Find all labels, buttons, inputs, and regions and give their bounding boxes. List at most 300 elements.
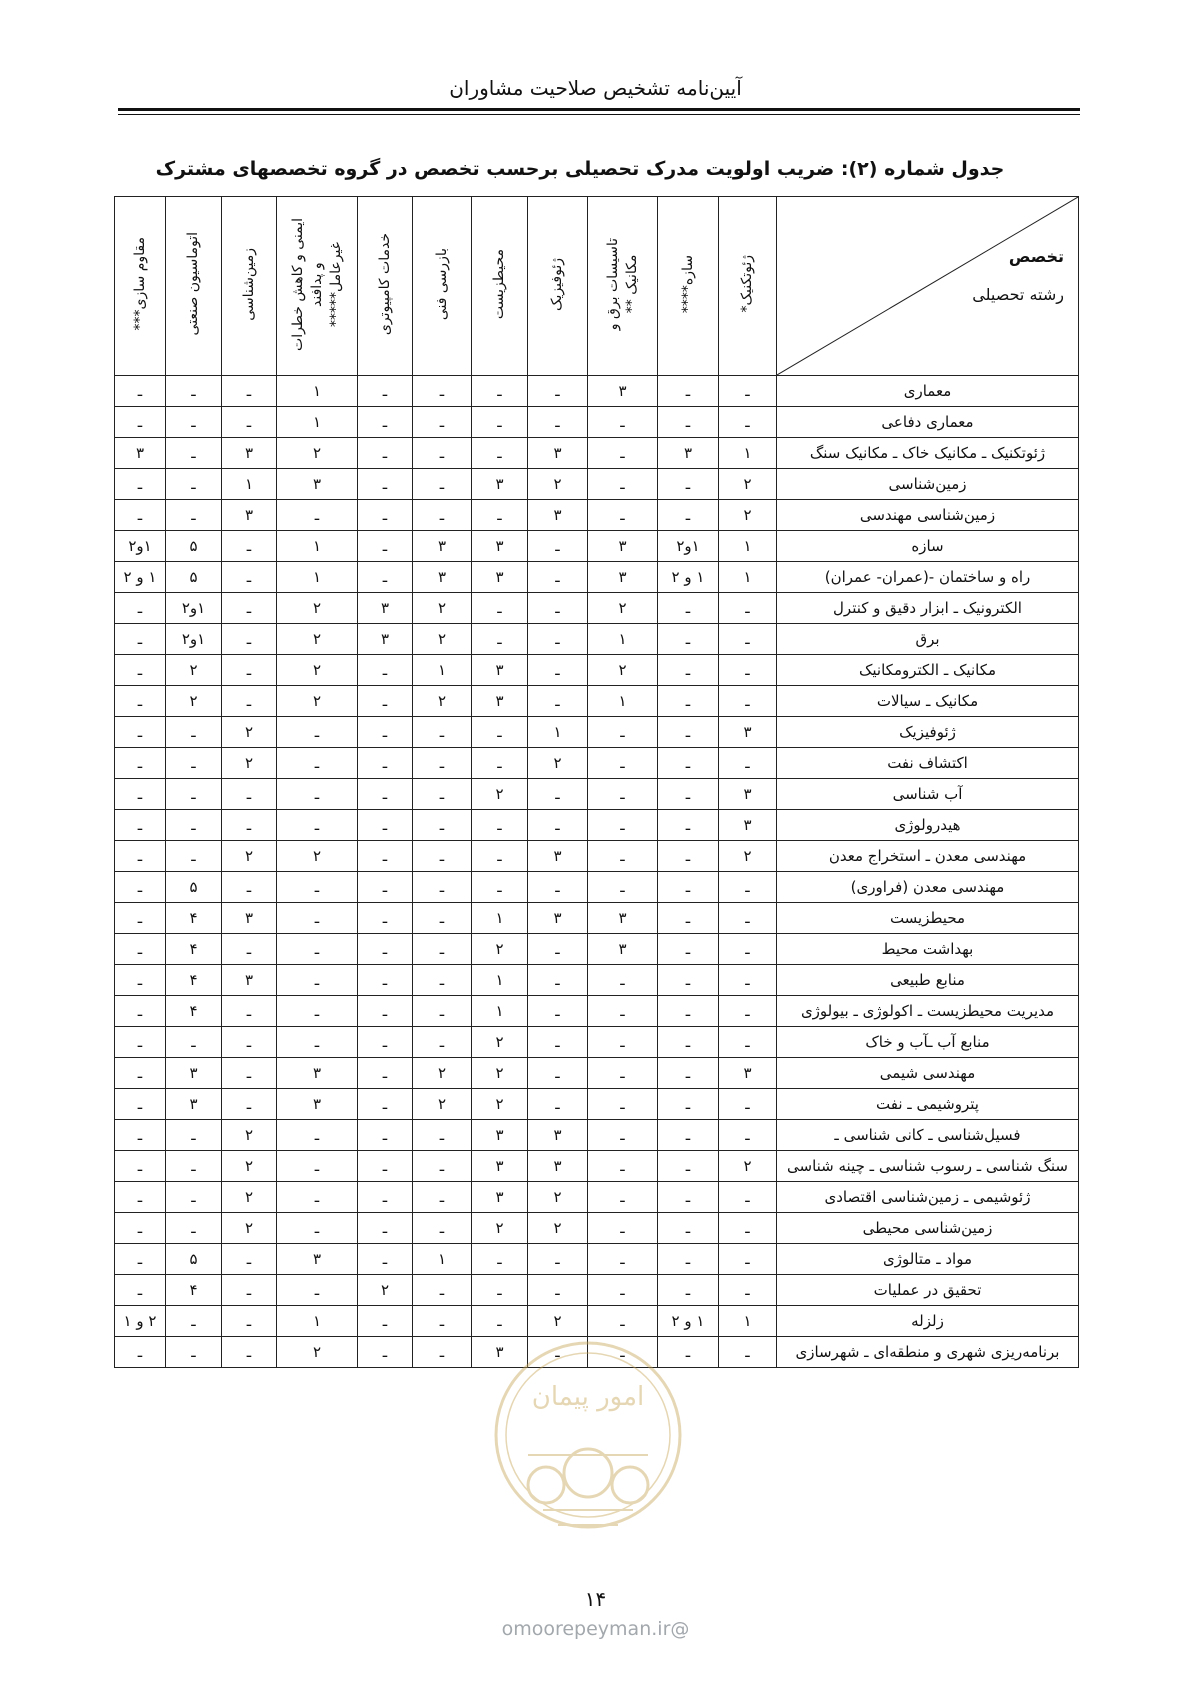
coefficient-cell: ۲ bbox=[719, 500, 777, 531]
coefficient-cell: ـ bbox=[528, 655, 588, 686]
coefficient-cell: ـ bbox=[358, 1151, 413, 1182]
coefficient-cell: ـ bbox=[413, 1120, 472, 1151]
field-of-study-cell: محیطزیست bbox=[777, 903, 1079, 934]
coefficient-cell: ـ bbox=[358, 1213, 413, 1244]
coefficient-cell: ـ bbox=[528, 376, 588, 407]
coefficient-cell: ـ bbox=[277, 872, 358, 903]
coefficient-cell: ـ bbox=[166, 1182, 222, 1213]
column-header bbox=[413, 197, 472, 376]
coefficient-cell: ـ bbox=[588, 1337, 658, 1368]
coefficient-cell: ـ bbox=[588, 748, 658, 779]
coefficient-cell: ـ bbox=[528, 1089, 588, 1120]
coefficient-cell: ـ bbox=[719, 996, 777, 1027]
coefficient-cell: ۳ bbox=[472, 1337, 528, 1368]
coefficient-cell: ـ bbox=[658, 903, 719, 934]
coefficient-cell: ۳ bbox=[658, 438, 719, 469]
coefficient-cell: ـ bbox=[528, 1337, 588, 1368]
stamp-watermark bbox=[488, 1335, 688, 1545]
corner-header-cell bbox=[777, 197, 1079, 376]
coefficient-cell: ۳ bbox=[719, 810, 777, 841]
coefficient-cell: ۳ bbox=[588, 934, 658, 965]
coefficient-cell: ـ bbox=[413, 1275, 472, 1306]
coefficient-cell: ـ bbox=[166, 1213, 222, 1244]
coefficient-cell: ۳ bbox=[528, 1151, 588, 1182]
coefficient-cell: ـ bbox=[413, 469, 472, 500]
coefficient-cell: ـ bbox=[358, 810, 413, 841]
field-of-study-cell: برق bbox=[777, 624, 1079, 655]
coefficient-cell: ۱و۲ bbox=[166, 624, 222, 655]
coefficient-cell: ـ bbox=[358, 1182, 413, 1213]
coefficient-cell: ۴ bbox=[166, 965, 222, 996]
coefficient-cell: ـ bbox=[719, 1275, 777, 1306]
coefficient-cell: ۳ bbox=[222, 438, 277, 469]
coefficient-cell: ـ bbox=[115, 376, 166, 407]
column-header bbox=[472, 197, 528, 376]
coefficient-cell: ۲ bbox=[277, 1337, 358, 1368]
coefficient-cell: ـ bbox=[115, 1213, 166, 1244]
coefficient-cell: ـ bbox=[658, 1058, 719, 1089]
field-of-study-cell: بهداشت محیط bbox=[777, 934, 1079, 965]
column-header bbox=[115, 197, 166, 376]
stamp-text: امور پیمان bbox=[531, 1382, 645, 1412]
coefficient-cell: ـ bbox=[528, 562, 588, 593]
coefficient-cell: ـ bbox=[719, 903, 777, 934]
coefficient-cell: ۱ و ۲ bbox=[658, 1306, 719, 1337]
table-row bbox=[115, 934, 1079, 965]
coefficient-cell: ـ bbox=[528, 779, 588, 810]
coefficient-cell: ۲ bbox=[472, 934, 528, 965]
coefficient-cell: ـ bbox=[166, 810, 222, 841]
coefficient-cell: ـ bbox=[413, 872, 472, 903]
coefficient-cell: ـ bbox=[588, 872, 658, 903]
coefficient-cell: ـ bbox=[528, 624, 588, 655]
field-of-study-cell: زمین‌شناسی محیطی bbox=[777, 1213, 1079, 1244]
coefficient-cell: ـ bbox=[719, 748, 777, 779]
coefficient-cell: ـ bbox=[658, 934, 719, 965]
coefficient-cell: ـ bbox=[222, 1027, 277, 1058]
coefficient-cell: ۱ bbox=[528, 717, 588, 748]
coefficient-cell: ـ bbox=[277, 934, 358, 965]
column-header-label: اتوماسیون صنعتی bbox=[185, 232, 202, 336]
field-of-study-cell: پتروشیمی ـ نفت bbox=[777, 1089, 1079, 1120]
header-rule-thin bbox=[118, 114, 1080, 115]
coefficient-cell: ـ bbox=[277, 717, 358, 748]
table-row bbox=[115, 686, 1079, 717]
coefficient-cell: ـ bbox=[115, 903, 166, 934]
coefficient-cell: ۳ bbox=[413, 562, 472, 593]
coefficient-cell: ۱و۲ bbox=[658, 531, 719, 562]
coefficient-cell: ۲ bbox=[277, 841, 358, 872]
table-header-row bbox=[115, 197, 1079, 376]
coefficient-cell: ۲ bbox=[166, 655, 222, 686]
coefficient-cell: ـ bbox=[528, 407, 588, 438]
coefficient-cell: ـ bbox=[719, 1089, 777, 1120]
coefficient-cell: ۳ bbox=[277, 1058, 358, 1089]
coefficient-cell: ـ bbox=[115, 1027, 166, 1058]
coefficient-cell: ـ bbox=[222, 1244, 277, 1275]
coefficient-cell: ۳ bbox=[472, 469, 528, 500]
coefficient-cell: ـ bbox=[658, 717, 719, 748]
coefficient-cell: ـ bbox=[358, 1058, 413, 1089]
coefficient-cell: ۴ bbox=[166, 996, 222, 1027]
coefficient-cell: ـ bbox=[588, 1120, 658, 1151]
coefficient-cell: ـ bbox=[413, 965, 472, 996]
coefficient-cell: ـ bbox=[528, 1027, 588, 1058]
coefficient-cell: ۱ و ۲ bbox=[658, 562, 719, 593]
coefficient-cell: ۳ bbox=[472, 655, 528, 686]
table-row bbox=[115, 1275, 1079, 1306]
coefficient-cell: ـ bbox=[413, 407, 472, 438]
coefficient-cell: ـ bbox=[658, 810, 719, 841]
coefficient-cell: ـ bbox=[222, 407, 277, 438]
coefficient-cell: ۱ bbox=[277, 376, 358, 407]
coefficient-cell: ـ bbox=[413, 934, 472, 965]
coefficient-cell: ۱ bbox=[222, 469, 277, 500]
coefficient-cell: ۳ bbox=[528, 841, 588, 872]
coefficient-cell: ۲ bbox=[528, 748, 588, 779]
coefficient-cell: ـ bbox=[528, 686, 588, 717]
column-header-label: بازرسی فنی bbox=[433, 247, 450, 321]
field-of-study-cell: ژئوتکنیک ـ مکانیک خاک ـ مکانیک سنگ bbox=[777, 438, 1079, 469]
field-of-study-cell: تحقیق در عملیات bbox=[777, 1275, 1079, 1306]
corner-label-field: رشته تحصیلی bbox=[972, 285, 1064, 304]
coefficient-cell: ـ bbox=[413, 841, 472, 872]
column-header bbox=[358, 197, 413, 376]
coefficient-cell: ۱ bbox=[588, 624, 658, 655]
coefficient-cell: ـ bbox=[658, 376, 719, 407]
field-of-study-cell: سنگ شناسی ـ رسوب شناسی ـ چینه شناسی bbox=[777, 1151, 1079, 1182]
watermark-url: @omoorepeyman.ir bbox=[501, 1618, 690, 1640]
coefficient-cell: ۲ bbox=[413, 624, 472, 655]
coefficient-cell: ـ bbox=[658, 841, 719, 872]
column-header-label: مقاوم سازی*** bbox=[131, 237, 148, 331]
coefficient-cell: ۵ bbox=[166, 562, 222, 593]
coefficient-cell: ـ bbox=[222, 1306, 277, 1337]
coefficient-cell: ـ bbox=[115, 872, 166, 903]
coefficient-cell: ـ bbox=[472, 624, 528, 655]
priority-coefficient-table bbox=[114, 196, 1079, 1368]
table-row bbox=[115, 624, 1079, 655]
coefficient-cell: ۳ bbox=[472, 531, 528, 562]
coefficient-cell: ۳ bbox=[277, 469, 358, 500]
coefficient-cell: ۱و۲ bbox=[166, 593, 222, 624]
coefficient-cell: ـ bbox=[719, 376, 777, 407]
coefficient-cell: ـ bbox=[719, 872, 777, 903]
coefficient-cell: ـ bbox=[115, 686, 166, 717]
field-of-study-cell: ژئوفیزیک bbox=[777, 717, 1079, 748]
coefficient-cell: ۱ bbox=[277, 1306, 358, 1337]
coefficient-cell: ـ bbox=[115, 469, 166, 500]
coefficient-cell: ـ bbox=[588, 1182, 658, 1213]
coefficient-cell: ـ bbox=[719, 1244, 777, 1275]
field-of-study-cell: اکتشاف نفت bbox=[777, 748, 1079, 779]
coefficient-cell: ـ bbox=[472, 376, 528, 407]
coefficient-cell: ـ bbox=[358, 965, 413, 996]
coefficient-cell: ـ bbox=[588, 407, 658, 438]
field-of-study-cell: هیدرولوژی bbox=[777, 810, 1079, 841]
coefficient-cell: ـ bbox=[277, 965, 358, 996]
column-header bbox=[277, 197, 358, 376]
coefficient-cell: ـ bbox=[413, 1151, 472, 1182]
coefficient-cell: ۳ bbox=[358, 624, 413, 655]
coefficient-cell: ـ bbox=[222, 376, 277, 407]
coefficient-cell: ـ bbox=[588, 1306, 658, 1337]
table-row bbox=[115, 593, 1079, 624]
coefficient-cell: ـ bbox=[658, 1213, 719, 1244]
coefficient-cell: ـ bbox=[115, 500, 166, 531]
coefficient-cell: ـ bbox=[588, 438, 658, 469]
table-row bbox=[115, 438, 1079, 469]
coefficient-cell: ۳ bbox=[472, 562, 528, 593]
coefficient-cell: ـ bbox=[222, 810, 277, 841]
field-of-study-cell: مهندسی معدن ـ استخراج معدن bbox=[777, 841, 1079, 872]
coefficient-cell: ۲ bbox=[719, 841, 777, 872]
coefficient-cell: ـ bbox=[472, 810, 528, 841]
coefficient-cell: ۱و۲ bbox=[115, 531, 166, 562]
table-row bbox=[115, 469, 1079, 500]
table-row bbox=[115, 1213, 1079, 1244]
coefficient-cell: ۳ bbox=[277, 1244, 358, 1275]
coefficient-cell: ـ bbox=[413, 376, 472, 407]
table-row bbox=[115, 872, 1079, 903]
coefficient-cell: ـ bbox=[588, 996, 658, 1027]
coefficient-cell: ـ bbox=[115, 841, 166, 872]
coefficient-cell: ـ bbox=[277, 1182, 358, 1213]
coefficient-cell: ـ bbox=[658, 1337, 719, 1368]
coefficient-cell: ـ bbox=[658, 1275, 719, 1306]
coefficient-cell: ـ bbox=[358, 407, 413, 438]
table-row bbox=[115, 1120, 1079, 1151]
coefficient-cell: ۲ bbox=[222, 1213, 277, 1244]
coefficient-cell: ـ bbox=[528, 593, 588, 624]
coefficient-cell: ـ bbox=[719, 934, 777, 965]
coefficient-cell: ۳ bbox=[222, 500, 277, 531]
coefficient-cell: ـ bbox=[658, 965, 719, 996]
coefficient-cell: ـ bbox=[588, 469, 658, 500]
coefficient-cell: ـ bbox=[358, 841, 413, 872]
field-of-study-cell: مهندسی معدن (فراوری) bbox=[777, 872, 1079, 903]
coefficient-cell: ۲ bbox=[472, 1089, 528, 1120]
coefficient-cell: ـ bbox=[719, 686, 777, 717]
coefficient-cell: ۴ bbox=[166, 934, 222, 965]
column-header-label: خدمات کامپیوتری bbox=[376, 232, 393, 336]
coefficient-cell: ۳ bbox=[528, 903, 588, 934]
coefficient-cell: ۱ bbox=[719, 562, 777, 593]
coefficient-cell: ـ bbox=[719, 1027, 777, 1058]
coefficient-cell: ۲ bbox=[472, 779, 528, 810]
table-row bbox=[115, 717, 1079, 748]
coefficient-cell: ـ bbox=[358, 1120, 413, 1151]
coefficient-cell: ۲ bbox=[222, 1182, 277, 1213]
coefficient-cell: ـ bbox=[166, 500, 222, 531]
column-header-label: سازه**** bbox=[679, 254, 696, 314]
table-row bbox=[115, 1244, 1079, 1275]
coefficient-cell: ـ bbox=[358, 469, 413, 500]
coefficient-cell: ۲ bbox=[528, 469, 588, 500]
coefficient-cell: ۲ bbox=[277, 686, 358, 717]
coefficient-cell: ـ bbox=[277, 810, 358, 841]
coefficient-cell: ـ bbox=[528, 996, 588, 1027]
coefficient-cell: ـ bbox=[222, 593, 277, 624]
table-row bbox=[115, 903, 1079, 934]
coefficient-cell: ـ bbox=[588, 717, 658, 748]
coefficient-cell: ۲ bbox=[588, 655, 658, 686]
coefficient-cell: ـ bbox=[222, 934, 277, 965]
coefficient-cell: ـ bbox=[166, 1027, 222, 1058]
coefficient-cell: ۳ bbox=[358, 593, 413, 624]
column-header bbox=[528, 197, 588, 376]
coefficient-cell: ۳ bbox=[719, 717, 777, 748]
field-of-study-cell: راه و ساختمان -(عمران- عمران) bbox=[777, 562, 1079, 593]
column-header-label: تاسیسات برق و مکانیک ** bbox=[604, 237, 640, 331]
table-row bbox=[115, 1089, 1079, 1120]
coefficient-cell: ـ bbox=[472, 1275, 528, 1306]
coefficient-cell: ـ bbox=[472, 500, 528, 531]
coefficient-cell: ـ bbox=[588, 500, 658, 531]
field-of-study-cell: سازه bbox=[777, 531, 1079, 562]
table-row bbox=[115, 996, 1079, 1027]
corner-label-specialty: تخصص bbox=[1008, 247, 1064, 266]
coefficient-cell: ۲ bbox=[472, 1213, 528, 1244]
coefficient-cell: ـ bbox=[658, 686, 719, 717]
coefficient-cell: ۵ bbox=[166, 531, 222, 562]
coefficient-cell: ۲ bbox=[413, 1058, 472, 1089]
coefficient-cell: ـ bbox=[413, 1306, 472, 1337]
coefficient-cell: ـ bbox=[719, 1213, 777, 1244]
coefficient-cell: ـ bbox=[472, 748, 528, 779]
coefficient-cell: ۱ bbox=[277, 407, 358, 438]
column-header-label: زمین‌شناسی bbox=[240, 247, 257, 321]
coefficient-cell: ـ bbox=[115, 810, 166, 841]
coefficient-cell: ـ bbox=[166, 469, 222, 500]
coefficient-cell: ۳ bbox=[413, 531, 472, 562]
column-header bbox=[166, 197, 222, 376]
column-header-label: ژئوتکنیک* bbox=[739, 255, 756, 313]
coefficient-cell: ـ bbox=[658, 1120, 719, 1151]
coefficient-cell: ـ bbox=[413, 1027, 472, 1058]
coefficient-cell: ـ bbox=[588, 965, 658, 996]
coefficient-cell: ـ bbox=[413, 996, 472, 1027]
coefficient-cell: ۲ bbox=[719, 1151, 777, 1182]
coefficient-cell: ۳ bbox=[719, 779, 777, 810]
coefficient-cell: ۱ bbox=[588, 686, 658, 717]
coefficient-cell: ۲ bbox=[528, 1213, 588, 1244]
header-rule-thick bbox=[118, 108, 1080, 111]
coefficient-cell: ـ bbox=[115, 934, 166, 965]
coefficient-cell: ـ bbox=[719, 965, 777, 996]
coefficient-cell: ـ bbox=[658, 1151, 719, 1182]
coefficient-cell: ـ bbox=[413, 1337, 472, 1368]
coefficient-cell: ۲ bbox=[413, 686, 472, 717]
coefficient-cell: ۱ bbox=[413, 655, 472, 686]
coefficient-cell: ۱ bbox=[719, 438, 777, 469]
coefficient-cell: ـ bbox=[472, 717, 528, 748]
column-header-label: محیطزیست bbox=[491, 248, 508, 320]
coefficient-cell: ۳ bbox=[222, 903, 277, 934]
coefficient-cell: ۳ bbox=[588, 903, 658, 934]
coefficient-cell: ـ bbox=[222, 996, 277, 1027]
coefficient-cell: ـ bbox=[658, 655, 719, 686]
coefficient-cell: ـ bbox=[528, 934, 588, 965]
coefficient-cell: ۲ bbox=[222, 1120, 277, 1151]
coefficient-cell: ـ bbox=[588, 1089, 658, 1120]
coefficient-cell: ـ bbox=[413, 500, 472, 531]
coefficient-cell: ـ bbox=[115, 1089, 166, 1120]
table-row bbox=[115, 748, 1079, 779]
field-of-study-cell: منابع طبیعی bbox=[777, 965, 1079, 996]
coefficient-cell: ـ bbox=[413, 903, 472, 934]
coefficient-cell: ـ bbox=[277, 1151, 358, 1182]
coefficient-cell: ـ bbox=[222, 562, 277, 593]
coefficient-cell: ـ bbox=[277, 748, 358, 779]
coefficient-cell: ۱ bbox=[472, 965, 528, 996]
coefficient-cell: ـ bbox=[115, 624, 166, 655]
coefficient-cell: ۴ bbox=[166, 1275, 222, 1306]
coefficient-cell: ـ bbox=[115, 717, 166, 748]
field-of-study-cell: آب شناسی bbox=[777, 779, 1079, 810]
coefficient-cell: ۲ bbox=[719, 469, 777, 500]
table-row bbox=[115, 1306, 1079, 1337]
coefficient-cell: ۳ bbox=[166, 1089, 222, 1120]
coefficient-cell: ۳ bbox=[166, 1058, 222, 1089]
coefficient-cell: ـ bbox=[166, 748, 222, 779]
coefficient-cell: ـ bbox=[358, 748, 413, 779]
coefficient-cell: ـ bbox=[358, 1089, 413, 1120]
coefficient-cell: ـ bbox=[166, 1306, 222, 1337]
coefficient-cell: ۲ bbox=[277, 438, 358, 469]
coefficient-cell: ـ bbox=[588, 779, 658, 810]
table-title: جدول شماره (۲): ضریب اولویت مدرک تحصیلی برحسب تخصص در گروه تخصصهای مشترک bbox=[155, 158, 1005, 180]
coefficient-cell: ۲ bbox=[222, 841, 277, 872]
coefficient-cell: ۲ bbox=[413, 1089, 472, 1120]
coefficient-cell: ـ bbox=[222, 779, 277, 810]
coefficient-cell: ـ bbox=[358, 531, 413, 562]
coefficient-cell: ۲ bbox=[528, 1306, 588, 1337]
table-row bbox=[115, 1151, 1079, 1182]
coefficient-cell: ـ bbox=[658, 1027, 719, 1058]
coefficient-cell: ـ bbox=[528, 1244, 588, 1275]
field-of-study-cell: زمین‌شناسی bbox=[777, 469, 1079, 500]
coefficient-cell: ـ bbox=[658, 469, 719, 500]
coefficient-cell: ـ bbox=[277, 500, 358, 531]
coefficient-cell: ۲ bbox=[413, 593, 472, 624]
field-of-study-cell: مهندسی شیمی bbox=[777, 1058, 1079, 1089]
coefficient-cell: ـ bbox=[528, 531, 588, 562]
coefficient-cell: ۲ و ۱ bbox=[115, 1306, 166, 1337]
coefficient-cell: ۳ bbox=[588, 562, 658, 593]
column-header-label: ایمنی و کاهش خطرات و پدافند غیرعامل***** bbox=[289, 217, 344, 351]
coefficient-cell: ۲ bbox=[277, 593, 358, 624]
coefficient-cell: ۱ bbox=[719, 1306, 777, 1337]
coefficient-cell: ـ bbox=[277, 903, 358, 934]
coefficient-cell: ـ bbox=[166, 1151, 222, 1182]
coefficient-cell: ـ bbox=[115, 1337, 166, 1368]
coefficient-cell: ـ bbox=[166, 841, 222, 872]
coefficient-cell: ۱ و ۲ bbox=[115, 562, 166, 593]
coefficient-cell: ـ bbox=[115, 407, 166, 438]
table-row bbox=[115, 1182, 1079, 1213]
coefficient-cell: ـ bbox=[166, 376, 222, 407]
coefficient-cell: ـ bbox=[358, 686, 413, 717]
coefficient-cell: ـ bbox=[115, 779, 166, 810]
field-of-study-cell: فسیل‌شناسی ـ کانی شناسی ـ bbox=[777, 1120, 1079, 1151]
coefficient-cell: ـ bbox=[358, 1027, 413, 1058]
coefficient-cell: ـ bbox=[719, 407, 777, 438]
field-of-study-cell: ژئوشیمی ـ زمین‌شناسی اقتصادی bbox=[777, 1182, 1079, 1213]
coefficient-cell: ـ bbox=[222, 1275, 277, 1306]
table-row bbox=[115, 965, 1079, 996]
coefficient-cell: ـ bbox=[719, 1182, 777, 1213]
